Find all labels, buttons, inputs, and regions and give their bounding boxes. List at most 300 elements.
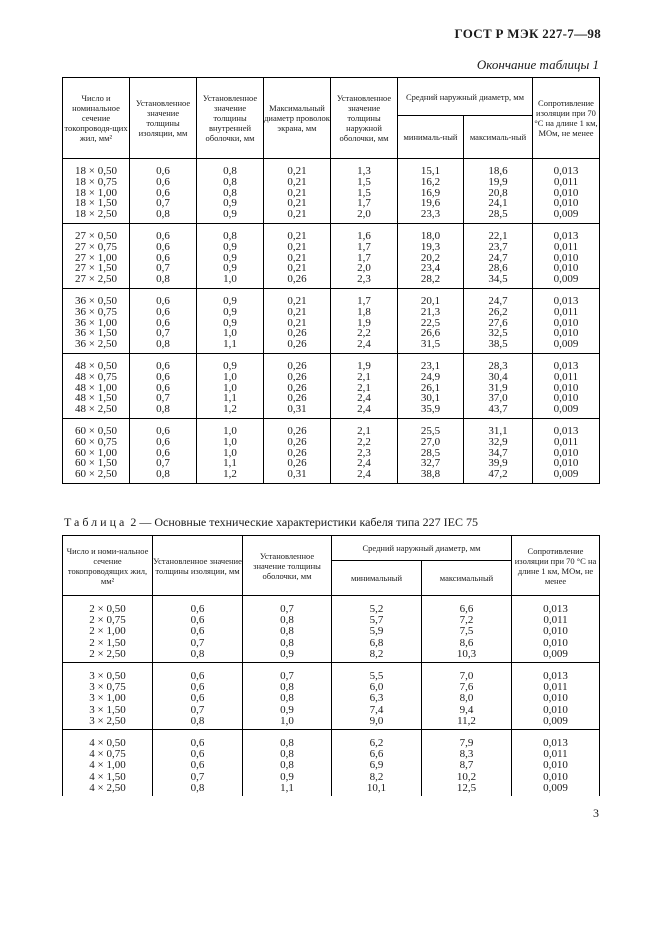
cell-line: 7,6 <box>459 681 474 694</box>
cell-line: 18 × 0,50 <box>75 165 117 177</box>
cell-line: 2 × 2,50 <box>89 647 126 660</box>
cell-line: 2,1 <box>357 370 371 383</box>
cell-line: 2,4 <box>357 457 371 470</box>
cell-line: 18,6 <box>488 165 508 177</box>
cell-insulation <box>130 288 197 353</box>
cell-line: 38,5 <box>488 338 508 351</box>
cell-line: 48 × 0,75 <box>75 370 117 383</box>
cell-line: 60 × 0,75 <box>75 435 117 448</box>
cell-line: 0,6 <box>156 294 170 307</box>
cell-line: 43,7 <box>488 403 508 416</box>
cell-line: 26,1 <box>420 381 441 394</box>
cell-line: 36 × 1,50 <box>75 327 117 340</box>
cell-line: 1,0 <box>223 424 237 437</box>
cell-line: 36 × 2,50 <box>75 338 117 351</box>
cell-line: 0,010 <box>553 392 579 405</box>
cell-line: 0,010 <box>553 251 579 264</box>
cell-line: 1,3 <box>357 165 371 177</box>
col-header-section: Число и номи-нальное сечение токопроводящих жил, мм² <box>63 536 153 596</box>
cell-line: 0,8 <box>280 692 294 705</box>
cell-line: 0,21 <box>287 208 307 221</box>
cell-line: 1,6 <box>357 229 371 242</box>
cell-line: 0,8 <box>156 338 170 351</box>
cell-line: 0,9 <box>280 703 294 716</box>
cell-line: 28,3 <box>488 359 508 372</box>
cell-min-diameter <box>398 288 464 353</box>
cell-line: 27 × 1,00 <box>75 251 117 264</box>
col-header-inner-sheath: Установленное значение толщины внутренней оболочки, мм <box>197 78 264 159</box>
cell-line: 0,8 <box>280 614 294 627</box>
cell-line: 0,6 <box>156 435 170 448</box>
cell-line: 25,5 <box>420 424 441 437</box>
cell-line: 0,31 <box>287 468 307 481</box>
cell-line: 1,7 <box>357 240 371 253</box>
cell-line: 5,7 <box>369 614 384 627</box>
cell-resistance <box>512 596 600 663</box>
cell-line: 3 × 2,50 <box>89 714 126 727</box>
cell-line: 18 × 1,50 <box>75 197 117 210</box>
cell-min-diameter <box>398 223 464 288</box>
cell-inner-sheath <box>197 159 264 224</box>
cell-line: 48 × 2,50 <box>75 403 117 416</box>
cell-line: 0,7 <box>156 327 170 340</box>
cell-line: 0,6 <box>190 625 205 638</box>
cell-line: 0,010 <box>553 262 579 275</box>
cell-line: 28,6 <box>488 262 508 275</box>
cell-line: 0,013 <box>543 603 568 615</box>
cell-line: 0,21 <box>287 175 307 188</box>
table-row-group <box>63 288 600 353</box>
cell-line: 1,5 <box>357 175 371 188</box>
cell-line: 4 × 2,50 <box>89 781 126 794</box>
cell-line: 1,1 <box>223 457 237 470</box>
table2-caption-prefix: Таблица <box>64 515 128 529</box>
col-header-insulation: Установленное значение толщины изоляции, мм <box>153 536 243 596</box>
cell-section <box>63 663 153 730</box>
cell-inner-sheath <box>197 223 264 288</box>
cell-line: 6,2 <box>369 737 384 750</box>
cell-line: 0,9 <box>223 305 237 318</box>
cell-line: 0,8 <box>156 273 170 286</box>
cell-line: 0,009 <box>553 208 579 221</box>
cell-line: 1,7 <box>357 251 371 264</box>
cell-line: 4 × 1,00 <box>89 759 126 772</box>
cell-line: 0,6 <box>190 748 205 761</box>
cell-line: 0,6 <box>156 240 170 253</box>
cell-min-diameter <box>332 663 422 730</box>
cell-line: 2,3 <box>357 273 371 286</box>
cell-outer-sheath <box>243 663 332 730</box>
cell-line: 1,8 <box>357 305 371 318</box>
col-header-max: максимальный <box>422 561 512 596</box>
cell-line: 6,6 <box>369 748 384 761</box>
cell-inner-sheath <box>197 353 264 418</box>
cell-line: 6,9 <box>369 759 384 772</box>
cell-line: 7,2 <box>459 614 474 627</box>
cell-line: 0,26 <box>287 338 307 351</box>
cell-line: 2,0 <box>357 262 371 275</box>
cell-line: 0,6 <box>156 229 170 242</box>
cell-line: 0,6 <box>190 614 205 627</box>
cell-line: 28,5 <box>488 208 508 221</box>
cell-line: 0,21 <box>287 186 307 199</box>
cell-outer-sheath <box>331 418 398 483</box>
col-header-wire-diameter: Максимальный диаметр проволок экрана, мм <box>264 78 331 159</box>
cell-resistance <box>512 663 600 730</box>
cell-section <box>63 418 130 483</box>
cell-line: 16,2 <box>420 175 441 188</box>
cell-line: 0,013 <box>553 424 579 437</box>
cell-line: 48 × 0,50 <box>75 359 117 372</box>
cell-line: 0,6 <box>190 737 205 750</box>
cell-line: 0,010 <box>543 636 568 649</box>
cell-line: 27 × 2,50 <box>75 273 117 286</box>
page-number: 3 <box>593 806 599 820</box>
cell-line: 0,8 <box>223 175 237 188</box>
col-header-section: Число и номинальное сечение токопроводя-щих жил, мм² <box>63 78 130 159</box>
cell-line: 2 × 0,75 <box>89 614 126 627</box>
cell-wire-diameter <box>264 223 331 288</box>
cell-line: 27 × 0,75 <box>75 240 117 253</box>
cell-line: 9,0 <box>369 714 384 727</box>
cell-line: 31,1 <box>488 424 508 437</box>
cell-line: 0,8 <box>156 468 170 481</box>
cell-line: 7,0 <box>459 670 474 683</box>
cell-line: 0,8 <box>190 714 205 727</box>
cell-max-diameter <box>422 596 512 663</box>
cell-line: 0,21 <box>287 165 307 177</box>
cell-line: 0,009 <box>543 714 568 727</box>
cell-line: 1,5 <box>357 186 371 199</box>
cell-section <box>63 730 153 797</box>
table-row-group <box>63 159 600 224</box>
col-header-outer-sheath: Установленное значение толщины оболочки, мм <box>243 536 332 596</box>
cell-line: 3 × 0,75 <box>89 681 126 694</box>
cell-line: 0,010 <box>553 446 579 459</box>
cell-max-diameter <box>464 418 533 483</box>
cell-line: 0,26 <box>287 359 307 372</box>
cell-line: 27 × 1,50 <box>75 262 117 275</box>
cell-line: 0,011 <box>553 175 579 188</box>
cell-line: 1,0 <box>223 327 237 340</box>
cell-line: 0,7 <box>156 457 170 470</box>
cell-line: 2,2 <box>357 327 371 340</box>
cell-line: 8,7 <box>459 759 474 772</box>
cell-line: 18,0 <box>420 229 441 242</box>
cell-line: 36 × 0,75 <box>75 305 117 318</box>
cell-line: 27 × 0,50 <box>75 229 117 242</box>
table-row-group <box>63 596 600 663</box>
cell-line: 22,1 <box>488 229 508 242</box>
cell-outer-sheath <box>331 353 398 418</box>
cell-min-diameter <box>398 353 464 418</box>
cell-line: 0,21 <box>287 240 307 253</box>
cell-line: 0,009 <box>553 468 579 481</box>
cell-max-diameter <box>464 288 533 353</box>
cell-max-diameter <box>464 353 533 418</box>
cell-line: 31,5 <box>420 338 441 351</box>
cell-line: 34,5 <box>488 273 508 286</box>
cell-line: 0,21 <box>287 305 307 318</box>
cell-line: 0,26 <box>287 381 307 394</box>
cell-line: 0,6 <box>190 681 205 694</box>
cell-line: 0,8 <box>280 636 294 649</box>
cell-line: 0,010 <box>553 197 579 210</box>
cell-line: 0,21 <box>287 316 307 329</box>
cell-line: 19,6 <box>420 197 441 210</box>
cell-line: 0,010 <box>543 625 568 638</box>
cell-line: 0,9 <box>223 240 237 253</box>
cell-line: 18 × 0,75 <box>75 175 117 188</box>
cell-line: 7,5 <box>459 625 474 638</box>
cell-section <box>63 288 130 353</box>
table-row-group <box>63 418 600 483</box>
cell-line: 0,013 <box>553 229 579 242</box>
cell-insulation <box>153 596 243 663</box>
cell-line: 27,0 <box>420 435 441 448</box>
cell-line: 1,0 <box>223 446 237 459</box>
cell-line: 1,0 <box>223 273 237 286</box>
cell-line: 2,4 <box>357 403 371 416</box>
cell-insulation <box>153 730 243 797</box>
cell-max-diameter <box>464 159 533 224</box>
cell-line: 0,010 <box>553 327 579 340</box>
cell-line: 0,7 <box>280 670 294 683</box>
cell-line: 0,010 <box>543 692 568 705</box>
cell-section <box>63 159 130 224</box>
cell-line: 15,1 <box>420 165 441 177</box>
cell-insulation <box>130 159 197 224</box>
cell-line: 6,3 <box>369 692 384 705</box>
table-row-group <box>63 353 600 418</box>
cell-line: 36 × 0,50 <box>75 294 117 307</box>
cell-line: 0,010 <box>553 381 579 394</box>
cell-line: 2,1 <box>357 424 371 437</box>
cell-resistance <box>533 353 600 418</box>
cell-line: 0,9 <box>223 359 237 372</box>
cell-line: 0,013 <box>543 737 568 750</box>
cell-line: 0,26 <box>287 327 307 340</box>
cell-line: 32,9 <box>488 435 508 448</box>
cell-line: 2,0 <box>357 208 371 221</box>
cell-resistance <box>533 288 600 353</box>
cell-min-diameter <box>398 159 464 224</box>
cell-line: 28,5 <box>420 446 441 459</box>
cell-line: 2 × 0,50 <box>89 603 126 615</box>
cell-line: 5,2 <box>369 603 384 615</box>
cell-line: 7,4 <box>369 703 384 716</box>
cell-line: 0,6 <box>190 603 205 615</box>
cell-line: 0,6 <box>156 359 170 372</box>
cell-line: 0,9 <box>223 262 237 275</box>
cell-line: 0,010 <box>543 770 568 783</box>
cell-line: 16,9 <box>420 186 441 199</box>
cell-line: 0,010 <box>543 703 568 716</box>
cell-line: 60 × 2,50 <box>75 468 117 481</box>
cell-line: 3 × 0,50 <box>89 670 126 683</box>
cell-line: 0,6 <box>156 251 170 264</box>
cell-line: 0,013 <box>543 670 568 683</box>
cell-line: 22,5 <box>420 316 441 329</box>
cell-line: 21,3 <box>420 305 441 318</box>
cell-line: 10,3 <box>456 647 477 660</box>
cell-line: 0,8 <box>280 625 294 638</box>
cell-line: 0,26 <box>287 370 307 383</box>
cell-resistance <box>533 223 600 288</box>
cell-line: 0,6 <box>190 759 205 772</box>
cell-wire-diameter <box>264 288 331 353</box>
cell-line: 31,9 <box>488 381 508 394</box>
table2-caption <box>64 515 478 530</box>
cell-line: 2,4 <box>357 338 371 351</box>
cell-line: 0,011 <box>543 681 568 694</box>
cell-line: 0,21 <box>287 251 307 264</box>
cell-line: 8,6 <box>459 636 474 649</box>
cell-line: 0,009 <box>543 647 568 660</box>
cell-line: 0,6 <box>156 381 170 394</box>
cell-line: 0,9 <box>223 316 237 329</box>
cell-line: 11,2 <box>457 714 476 727</box>
cell-outer-sheath <box>331 223 398 288</box>
cell-inner-sheath <box>197 418 264 483</box>
cell-line: 0,7 <box>190 770 205 783</box>
cell-line: 23,7 <box>488 240 508 253</box>
cell-line: 0,8 <box>280 759 294 772</box>
cell-line: 1,0 <box>223 435 237 448</box>
cell-line: 0,009 <box>553 338 579 351</box>
table-row-group <box>63 663 600 730</box>
cell-line: 2,3 <box>357 446 371 459</box>
cell-line: 0,6 <box>156 305 170 318</box>
cell-line: 0,6 <box>156 165 170 177</box>
cell-line: 0,010 <box>553 457 579 470</box>
cell-line: 0,7 <box>156 262 170 275</box>
table-1 <box>62 77 600 484</box>
cell-line: 2,1 <box>357 381 371 394</box>
cell-line: 2,2 <box>357 435 371 448</box>
cell-line: 0,8 <box>223 186 237 199</box>
cell-line: 0,9 <box>280 647 294 660</box>
cell-line: 0,6 <box>190 670 205 683</box>
cell-line: 23,1 <box>420 359 441 372</box>
cell-line: 28,2 <box>420 273 441 286</box>
cell-line: 37,0 <box>488 392 508 405</box>
cell-line: 5,5 <box>369 670 384 683</box>
cell-line: 0,8 <box>156 403 170 416</box>
cell-line: 0,011 <box>543 614 568 627</box>
cell-line: 0,7 <box>190 703 205 716</box>
cell-line: 39,9 <box>488 457 508 470</box>
cell-line: 6,8 <box>369 636 384 649</box>
cell-line: 3 × 1,50 <box>89 703 126 716</box>
col-header-min: минимальный <box>332 561 422 596</box>
cell-insulation <box>153 663 243 730</box>
cell-line: 47,2 <box>488 468 508 481</box>
col-header-min: минималь-ный <box>398 116 464 159</box>
col-header-max: максималь-ный <box>464 116 533 159</box>
table2-caption-text: 2 — Основные технические характеристики кабеля типа 227 IEC 75 <box>127 515 478 529</box>
cell-line: 0,6 <box>156 424 170 437</box>
cell-min-diameter <box>398 418 464 483</box>
cell-line: 9,4 <box>459 703 474 716</box>
cell-line: 0,8 <box>190 647 205 660</box>
cell-line: 30,4 <box>488 370 508 383</box>
cell-line: 0,009 <box>553 273 579 286</box>
cell-line: 6,6 <box>459 603 474 615</box>
cell-line: 0,013 <box>553 294 579 307</box>
cell-wire-diameter <box>264 159 331 224</box>
cell-line: 0,6 <box>156 446 170 459</box>
cell-line: 19,9 <box>488 175 508 188</box>
cell-line: 0,7 <box>156 197 170 210</box>
cell-line: 3 × 1,00 <box>89 692 126 705</box>
cell-line: 5,9 <box>369 625 384 638</box>
col-header-resistance: Сопротивление изоляции при 70 °С на длине 1 км, МОм, не менее <box>512 536 600 596</box>
cell-line: 10,1 <box>366 781 387 794</box>
cell-line: 1,9 <box>357 316 371 329</box>
cell-section <box>63 353 130 418</box>
cell-line: 23,3 <box>420 208 441 221</box>
cell-line: 0,010 <box>553 316 579 329</box>
cell-line: 1,7 <box>357 294 371 307</box>
cell-line: 1,9 <box>357 359 371 372</box>
cell-line: 0,26 <box>287 446 307 459</box>
col-header-resistance: Сопротивление изоляции при 70 °С на длине 1 км, МОм, не менее <box>533 78 600 159</box>
cell-line: 0,011 <box>553 240 579 253</box>
cell-line: 0,31 <box>287 403 307 416</box>
table-2 <box>62 535 600 796</box>
cell-line: 60 × 1,00 <box>75 446 117 459</box>
cell-min-diameter <box>332 596 422 663</box>
cell-line: 1,2 <box>223 403 237 416</box>
cell-line: 0,8 <box>223 165 237 177</box>
cell-line: 8,3 <box>459 748 474 761</box>
cell-line: 4 × 0,50 <box>89 737 126 750</box>
cell-line: 48 × 1,00 <box>75 381 117 394</box>
cell-wire-diameter <box>264 418 331 483</box>
cell-line: 35,9 <box>420 403 441 416</box>
table-row-group <box>63 223 600 288</box>
cell-line: 0,7 <box>280 603 294 615</box>
cell-line: 20,2 <box>420 251 441 264</box>
cell-line: 0,013 <box>553 359 579 372</box>
cell-line: 8,2 <box>369 647 384 660</box>
cell-line: 32,5 <box>488 327 508 340</box>
cell-wire-diameter <box>264 353 331 418</box>
cell-line: 1,1 <box>223 338 237 351</box>
cell-line: 1,2 <box>223 468 237 481</box>
cell-line: 0,011 <box>553 435 579 448</box>
cell-line: 18 × 1,00 <box>75 186 117 199</box>
cell-line: 24,1 <box>488 197 508 210</box>
cell-section <box>63 223 130 288</box>
cell-line: 27,6 <box>488 316 508 329</box>
cell-line: 12,5 <box>456 781 477 794</box>
cell-line: 0,013 <box>553 165 579 177</box>
cell-line: 60 × 1,50 <box>75 457 117 470</box>
cell-line: 7,9 <box>459 737 474 750</box>
cell-line: 18 × 2,50 <box>75 208 117 221</box>
cell-line: 38,8 <box>420 468 441 481</box>
cell-line: 0,010 <box>543 759 568 772</box>
cell-line: 36 × 1,00 <box>75 316 117 329</box>
cell-line: 0,6 <box>156 186 170 199</box>
cell-line: 1,7 <box>357 197 371 210</box>
cell-line: 0,6 <box>156 316 170 329</box>
cell-line: 0,011 <box>553 305 579 318</box>
cell-line: 2,4 <box>357 392 371 405</box>
cell-line: 0,6 <box>156 370 170 383</box>
